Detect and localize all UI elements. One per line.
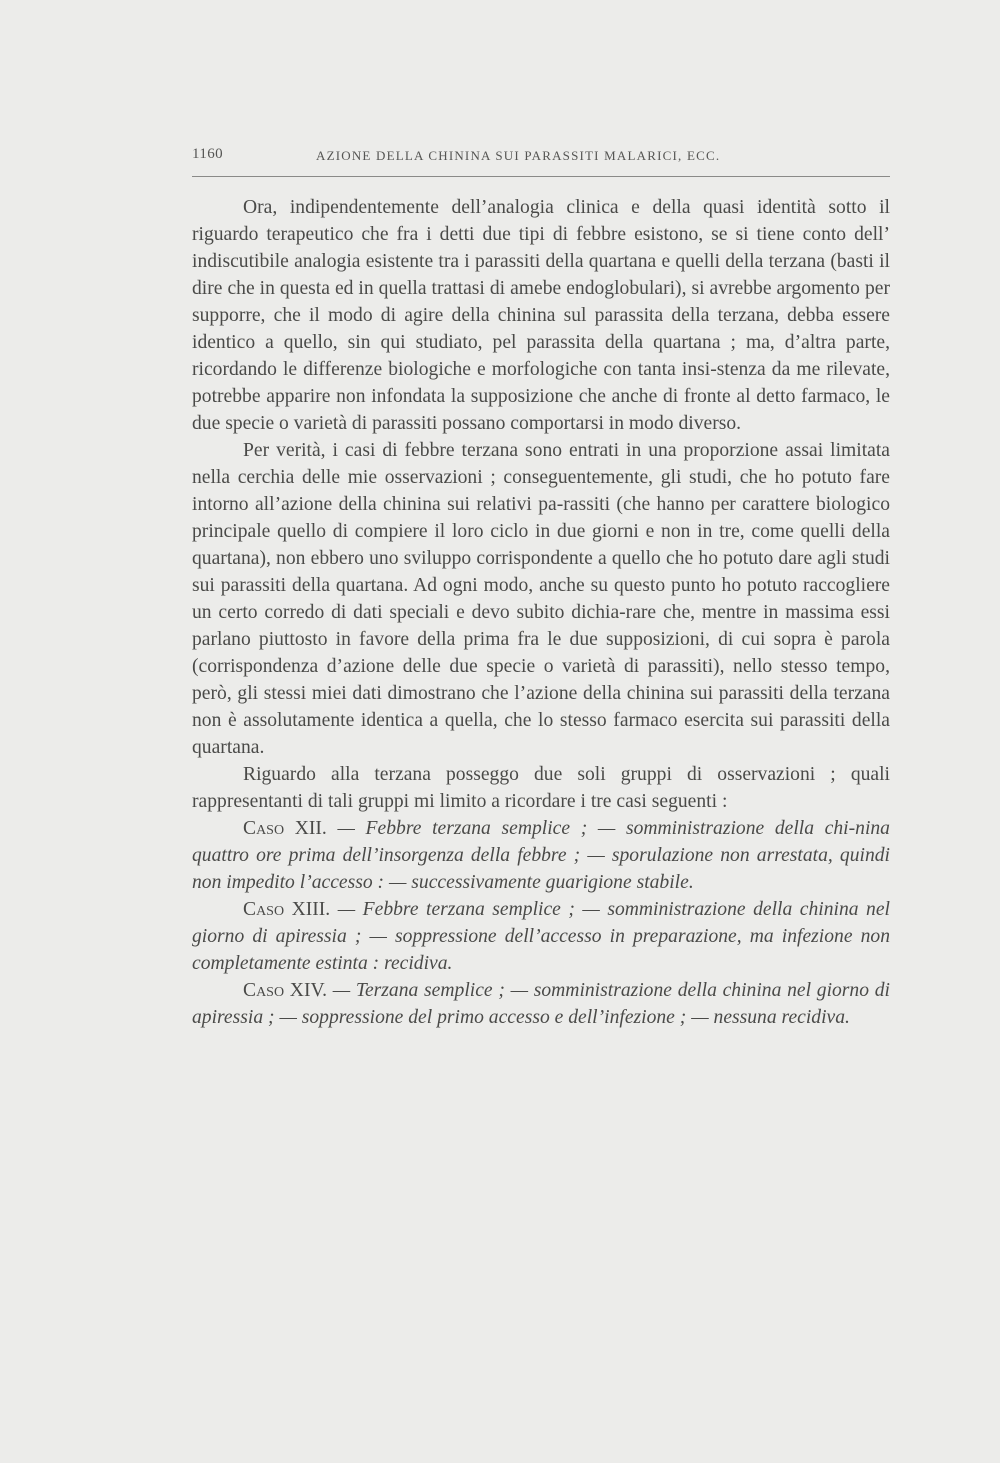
- case-xii-text: — Febbre terzana semplice ; — somministrazione della chi-nina quattro ore prima dell’insorgenza della febbre ; — sporulazione non arrestata, quindi non impedito l’accesso : — successivamente guarigione stabile.: [192, 818, 890, 893]
- running-header: [192, 146, 890, 170]
- case-xii: [192, 815, 890, 896]
- case-xiii-text: — Febbre terzana semplice ; — somministrazione della chinina nel giorno di apiressia ; — soppressione dell’accesso in preparazione, ma infezione non completamente estinta : recidiva.: [192, 899, 890, 974]
- case-xiv-text: — Terzana semplice ; — somministrazione della chinina nel giorno di apiressia ; — soppressione del primo accesso e dell’infezione ; — nessuna recidiva.: [192, 980, 890, 1028]
- case-xiv: [192, 977, 890, 1031]
- body-text: [192, 194, 890, 1031]
- running-title: AZIONE DELLA CHININA SUI PARASSITI MALARICI, ECC.: [316, 148, 721, 163]
- paragraph-2: Per verità, i casi di febbre terzana sono entrati in una proporzione assai limitata nella cerchia delle mie osservazioni ; conseguentemente, gli studi, che ho potuto fare intorno all’azione della chinina sui relativi pa-rassiti (che hanno per carattere biologico principale quello di compiere il loro ciclo in due giorni e non in tre, come quelli della quartana), non ebbero uno sviluppo corrispondente a quello che ho potuto dare agli studi sui parassiti della quartana. Ad ogni modo, anche su questo punto ho potuto raccogliere un certo corredo di dati speciali e devo subito dichia-rare che, mentre in massima essi parlano piuttosto in favore della prima fra le due supposizioni, di cui sopra è parola (corrispondenza d’azione delle due specie o varietà di parassiti), nello stesso tempo, però, gli stessi miei dati dimostrano che l’azione della chinina sui parassiti della terzana non è assolutamente identica a quella, che lo stesso farmaco esercita sui parassiti della quartana.: [192, 440, 890, 758]
- case-xiii-label: Caso XIII.: [243, 899, 331, 920]
- case-xiv-label: Caso XIV.: [243, 980, 327, 1001]
- case-xiii: [192, 896, 890, 977]
- paragraph-3: Riguardo alla terzana posseggo due soli gruppi di osservazioni ; quali rappresentanti di tali gruppi mi limito a ricordare i tre casi seguenti :: [192, 764, 890, 812]
- case-xii-label: Caso XII.: [243, 818, 327, 839]
- page-number: 1160: [192, 146, 224, 162]
- paragraph-1: Ora, indipendentemente dell’analogia clinica e della quasi identità sotto il riguardo terapeutico che fra i detti due tipi di febbre esistono, se si tiene conto dell’ indiscutibile analogia esistente tra i parassiti della quartana e quelli della terzana (basti il dire che in questa ed in quella trattasi di amebe endoglobulari), si avrebbe argomento per supporre, che il modo di agire della chinina sul parassita della terzana, debba essere identico a quello, sin qui studiato, pel parassita della quartana ; ma, d’altra parte, ricordando le differenze biologiche e morfologiche con tanta insi-stenza da me rilevate, potrebbe apparire non infondata la supposizione che anche di fronte al detto farmaco, le due specie o varietà di parassiti possano comportarsi in modo diverso.: [192, 197, 890, 434]
- header-rule: [192, 176, 890, 177]
